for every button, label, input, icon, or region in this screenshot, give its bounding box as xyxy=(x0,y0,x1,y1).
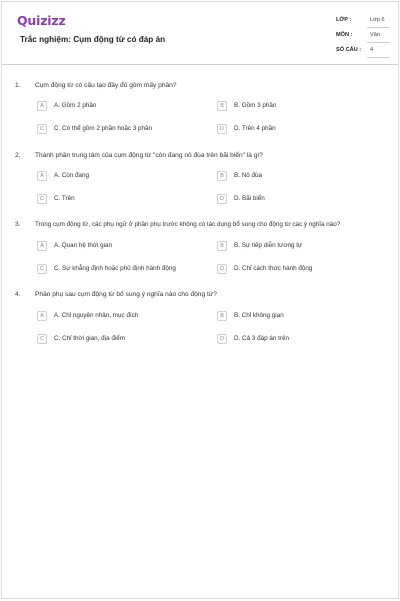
meta-label: MÔN : xyxy=(336,32,353,38)
question-number: 3. xyxy=(15,221,21,228)
option-text: A. Chỉ nguyên nhân, mục đích xyxy=(54,312,139,319)
worksheet-title: Trắc nghiệm: Cụm động từ có đáp án xyxy=(20,35,166,44)
question-text: Thành phần trung tâm của cụm động từ "còn đang nô đùa trên bãi biển" là gì? xyxy=(35,152,263,159)
question-number: 4. xyxy=(15,291,21,298)
option-letter-box: D xyxy=(217,194,227,204)
option-letter-box: B xyxy=(217,171,227,181)
meta-underline xyxy=(367,42,390,43)
meta-label: LỚP : xyxy=(336,17,352,23)
option-text: D. Trên 4 phần xyxy=(234,125,276,132)
option-letter-box: B xyxy=(217,311,227,321)
quizizz-logo: Quizizz xyxy=(17,13,66,28)
option-text: C. Sự khẳng định hoặc phủ định hành động xyxy=(54,265,176,272)
meta-value: Lớp 6 xyxy=(370,17,385,23)
option-letter-box: A xyxy=(37,311,47,321)
option-letter-box: C xyxy=(37,264,47,274)
option-letter-box: C xyxy=(37,124,47,134)
worksheet-page xyxy=(1,1,399,599)
option-text: D. Cả 3 đáp án trên xyxy=(234,335,289,342)
meta-value: 4 xyxy=(370,47,374,53)
option-text: B. Chỉ không gian xyxy=(234,312,284,319)
option-letter-box: D xyxy=(217,124,227,134)
option-text: A. Quan hệ thời gian xyxy=(54,242,113,249)
option-text: D. Bãi biển xyxy=(234,195,265,202)
question-number: 1. xyxy=(15,82,21,89)
option-letter-box: A xyxy=(37,101,47,111)
option-text: C. Có thể gồm 2 phần hoặc 3 phần xyxy=(54,125,153,132)
option-letter-box: B xyxy=(217,101,227,111)
option-text: C. Chỉ thời gian, địa điểm xyxy=(54,335,125,342)
question-text: Trong cụm động từ, các phụ ngữ ở phần phụ trước không có tác dụng bổ sung cho động từ các ý nghĩa nào? xyxy=(35,221,341,228)
option-letter-box: A xyxy=(37,171,47,181)
option-letter-box: A xyxy=(37,241,47,251)
option-text: C. Trên xyxy=(54,195,75,202)
meta-row-class xyxy=(336,17,390,32)
option-letter-box: C xyxy=(37,334,47,344)
meta-underline xyxy=(367,27,390,28)
question-text: Phần phụ sau cụm động từ bổ sung ý nghĩa nào cho động từ? xyxy=(35,291,217,298)
question-text: Cụm động từ có cấu tạo đầy đủ gồm mấy phần? xyxy=(35,82,177,89)
option-letter-box: D xyxy=(217,264,227,274)
meta-row-subject xyxy=(336,32,390,47)
meta-row-count xyxy=(336,47,390,62)
option-text: A. Còn đang xyxy=(54,172,90,179)
worksheet-meta xyxy=(336,17,390,62)
meta-label: SỐ CÂU : xyxy=(336,47,362,53)
option-letter-box: B xyxy=(217,241,227,251)
question-number: 2. xyxy=(15,152,21,159)
meta-underline xyxy=(367,57,390,58)
option-text: B. Gồm 3 phần xyxy=(234,102,277,109)
option-text: B. Nô đùa xyxy=(234,172,263,179)
option-text: A. Gồm 2 phần xyxy=(54,102,97,109)
worksheet-header xyxy=(2,2,398,65)
option-letter-box: D xyxy=(217,334,227,344)
option-letter-box: C xyxy=(37,194,47,204)
option-text: B. Sự tiếp diễn tương tự xyxy=(234,242,303,249)
meta-value: Văn xyxy=(370,32,380,38)
option-text: D. Chỉ cách thức hành động xyxy=(234,265,313,272)
